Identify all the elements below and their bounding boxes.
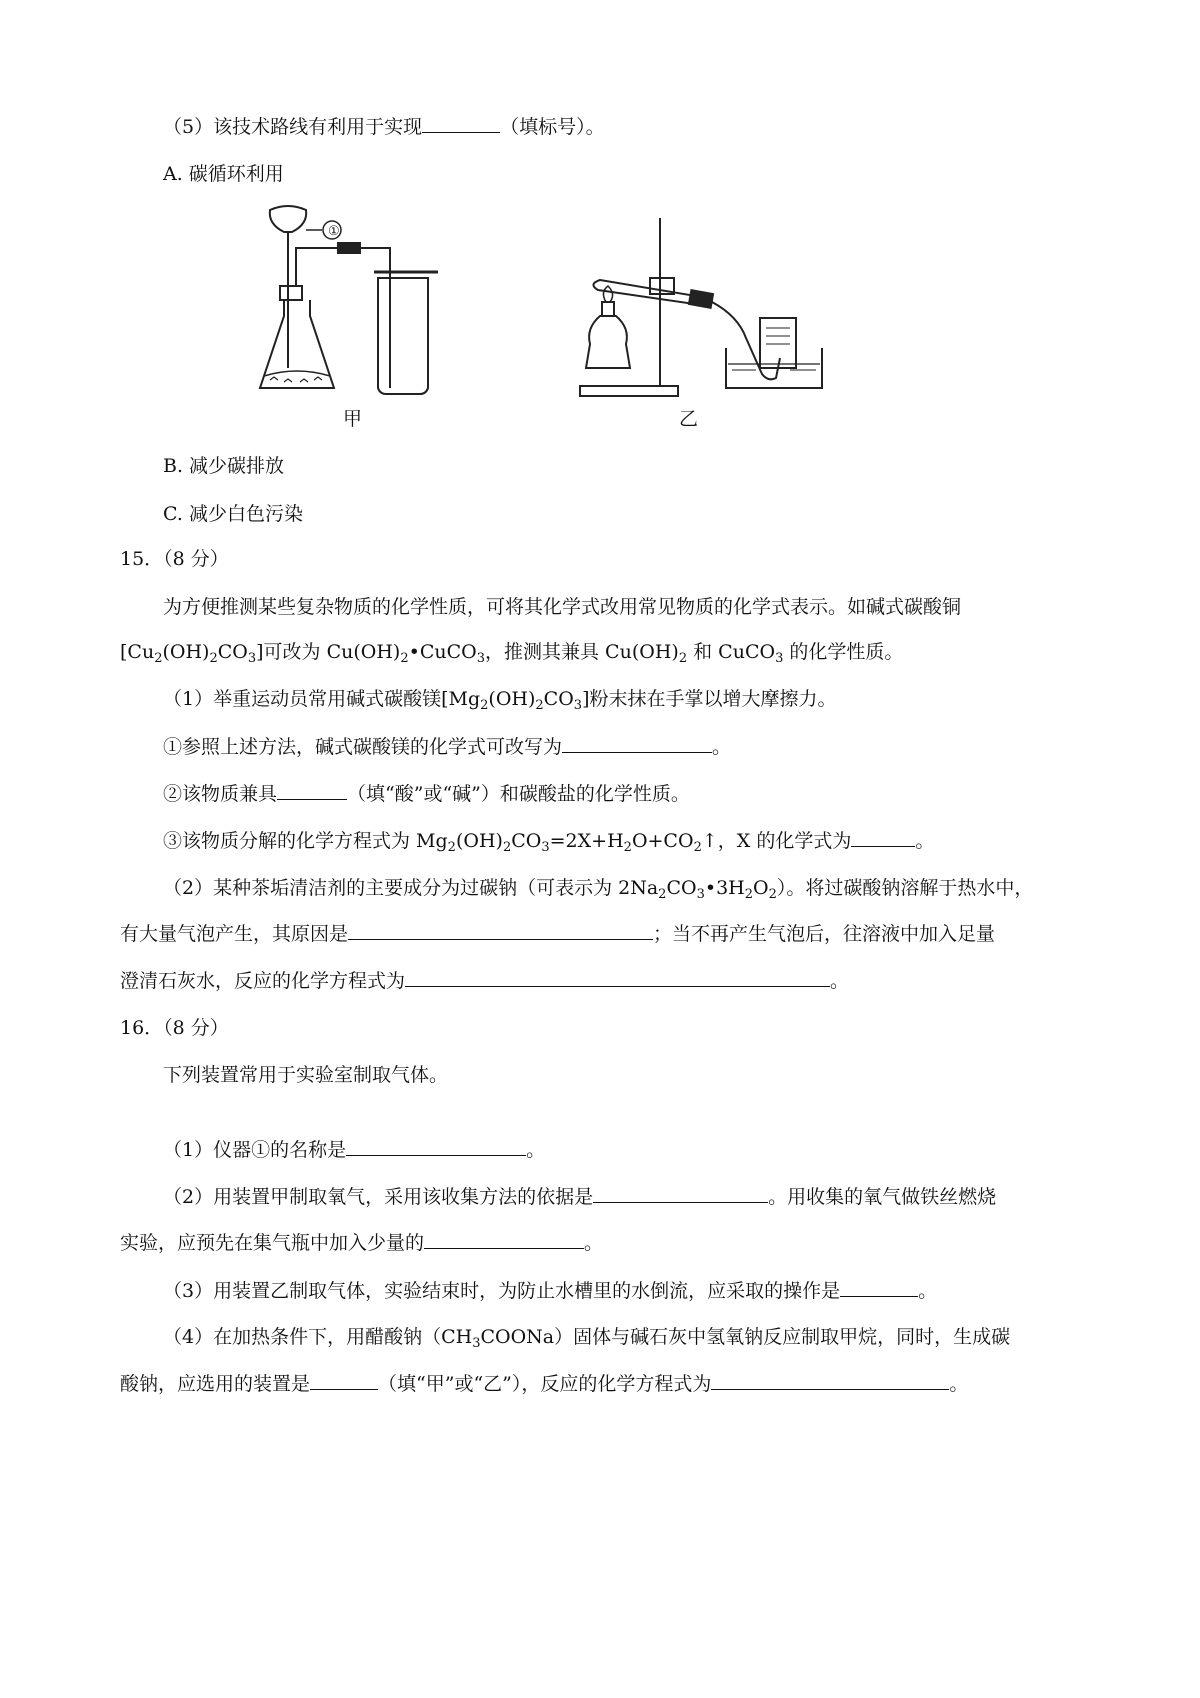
figure-label-jia: 甲 (343, 408, 363, 430)
answer-blank[interactable] (348, 921, 653, 940)
apparatus-figure (250, 198, 850, 420)
answer-blank[interactable] (593, 1184, 768, 1203)
q15-sub2: ②该物质兼具 （填“酸”或“碱”）和碳酸盐的化学性质。 (163, 783, 690, 805)
answer-blank[interactable] (424, 1230, 584, 1249)
q16-part2: （2）用装置甲制取氧气，采用该收集方法的依据是 。用收集的氧气做铁丝燃烧 (163, 1186, 997, 1208)
q16-intro: 下列装置常用于实验室制取气体。 (163, 1064, 449, 1086)
answer-blank[interactable] (346, 1137, 526, 1156)
q16-part4-line2: 酸钠，应选用的装置是 （填“甲”或“乙”），反应的化学方程式为 。 (120, 1373, 969, 1395)
marker-label: ① (328, 224, 340, 239)
answer-blank[interactable] (422, 114, 500, 133)
q14-5-option-a: A. 碳循环利用 (163, 163, 284, 185)
q15-part1: （1）举重运动员常用碱式碳酸镁$[Mg_2(OH)_2CO_3]$粉末抹在手掌以增大摩擦力。 (163, 688, 837, 713)
q14-5-stem: （5）该技术路线有利用于实现 （填标号）。 (163, 116, 605, 138)
q15-part2: （2）某种茶垢清洁剂的主要成分为过碳钠（可表示为 $2Na_2CO_3•3H_2O_2$）。将过碳酸钠溶解于热水中， (163, 877, 1034, 902)
q15-intro-line1: 为方便推测某些复杂物质的化学性质，可将其化学式改用常见物质的化学式表示。如碱式碳酸铜 (163, 596, 962, 618)
q16-header: 16．（8 分） (120, 1017, 229, 1039)
q16-part2-line2: 实验，应预先在集气瓶中加入少量的 。 (120, 1232, 604, 1254)
answer-blank[interactable] (277, 781, 347, 800)
q16-part4: （4）在加热条件下，用醋酸钠$(CH_3COONa)$固体与碱石灰中氢氧钠反应制取甲烷，同时，生成碳 (163, 1326, 1011, 1351)
q15-part2-line2: 有大量气泡产生，其原因是 ；当不再产生气泡后，往溶液中加入足量 (120, 923, 996, 945)
answer-blank[interactable] (562, 734, 712, 753)
q16-part1: （1）仪器①的名称是 。 (163, 1139, 546, 1161)
q15-sub1: ①参照上述方法，碱式碳酸镁的化学式可改写为 。 (163, 736, 732, 758)
q14-5-option-b: B. 减少碳排放 (163, 455, 285, 477)
answer-blank[interactable] (405, 968, 830, 987)
answer-blank[interactable] (310, 1371, 378, 1390)
q15-part2-line3: 澄清石灰水，反应的化学方程式为 。 (120, 970, 850, 992)
q16-part3: （3）用装置乙制取气体，实验结束时，为防止水槽里的水倒流，应采取的操作是 。 (163, 1280, 938, 1302)
answer-blank[interactable] (840, 1278, 918, 1297)
q14-5-option-c: C. 减少白色污染 (163, 503, 303, 525)
figure-label-yi: 乙 (679, 408, 699, 430)
answer-blank[interactable] (711, 1371, 949, 1390)
answer-blank[interactable] (851, 828, 915, 847)
q15-intro-line2: $[Cu_2(OH)_2CO_3]$可改为 $Cu(OH)_2•CuCO_3$，推测其兼具 $Cu(OH)_2$ 和 CuCO$_3$ 的化学性质。 (120, 641, 904, 666)
q15-sub3: ③该物质分解的化学方程式为 $Mg_2(OH)_2CO_3=2X+H_2O+CO_2↑$，X 的化学式为 。 (163, 830, 935, 855)
q15-header: 15．（8 分） (120, 548, 229, 570)
